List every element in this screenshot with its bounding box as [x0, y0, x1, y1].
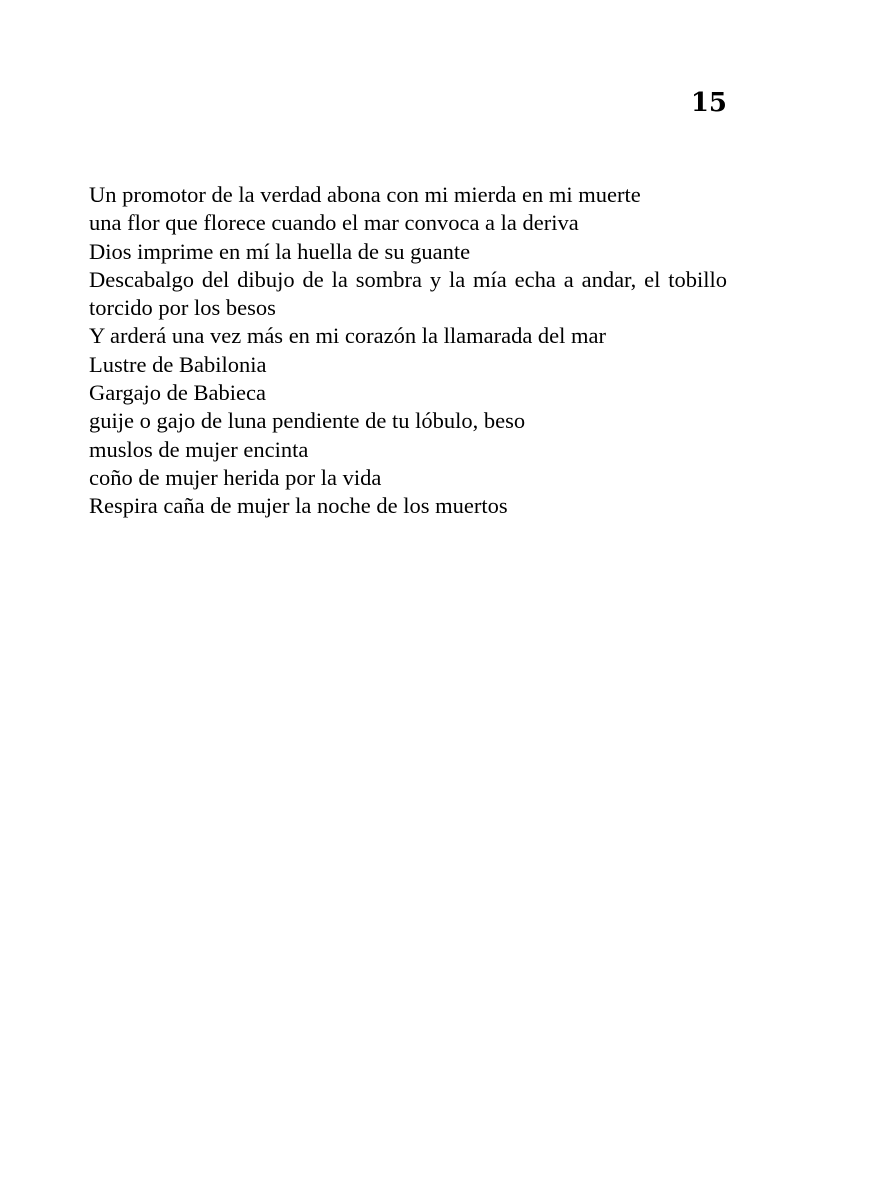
poem-line: una flor que florece cuando el mar convoca a la deriva: [89, 210, 579, 236]
poem-number: 15: [690, 88, 727, 118]
poem-line: Respira caña de mujer la noche de los muertos: [89, 493, 508, 519]
poem-body: [89, 181, 727, 521]
poem-line: Dios imprime en mí la huella de su guante: [89, 238, 471, 264]
poem-line: guije o gajo de luna pendiente de tu lóbulo, beso: [89, 408, 526, 434]
poem-line: Y arderá una vez más en mi corazón la llamarada del mar: [89, 323, 607, 349]
poem-line: coño de mujer herida por la vida: [89, 464, 382, 490]
poem-line: Lustre de Babilonia: [89, 351, 267, 377]
poem-line: Descabalgo del dibujo de la sombra y la mía echa a andar, el tobillo torcido por los besos: [89, 266, 727, 321]
poem-line: Gargajo de Babieca: [89, 380, 267, 406]
poem-line: Un promotor de la verdad abona con mi mierda en mi muerte: [89, 182, 641, 207]
poem-line: muslos de mujer encinta: [89, 436, 309, 462]
